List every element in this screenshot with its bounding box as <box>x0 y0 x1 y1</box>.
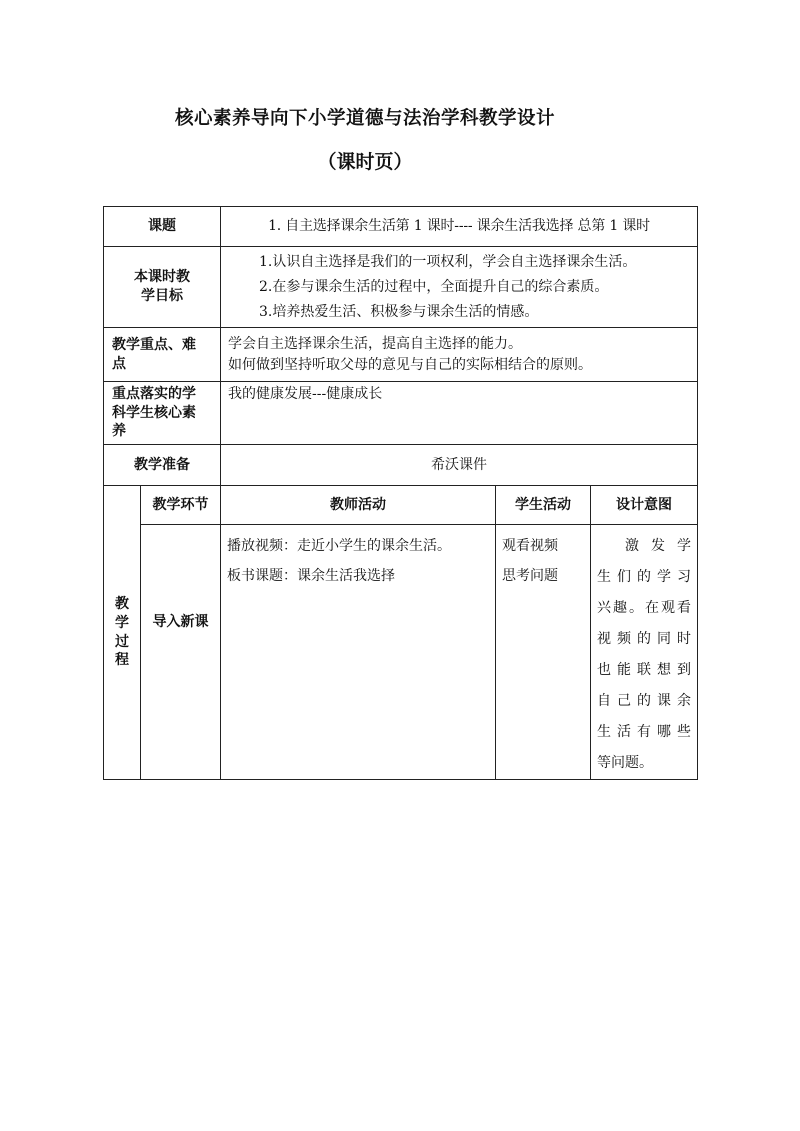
topic-label: 课题 <box>104 207 221 247</box>
goals-row <box>104 247 698 328</box>
student-activity-line: 思考问题 <box>502 568 558 584</box>
goals-label-line-1: 本课时教 <box>134 269 190 286</box>
key-points-label-line-2: 点 <box>112 355 126 372</box>
literacy-value-text: 我的健康发展---健康成长 <box>228 386 383 402</box>
literacy-value <box>221 382 698 445</box>
process-label-char: 教 <box>115 595 129 612</box>
preparation-value: 希沃课件 <box>221 445 698 486</box>
literacy-label-line-2: 科学生核心素 <box>112 404 196 421</box>
design-intent-header: 设计意图 <box>591 486 698 525</box>
key-points-row <box>104 328 698 382</box>
lesson-plan-table <box>103 206 698 780</box>
design-intent-line: 激发学 <box>625 538 692 554</box>
process-row <box>104 525 698 780</box>
goal-item: 1.认识自主选择是我们的一项权利，学会自主选择课余生活。 <box>259 253 637 270</box>
literacy-label <box>104 382 221 445</box>
goal-item: 3.培养热爱生活、积极参与课余生活的情感。 <box>259 303 539 320</box>
goal-item: 2.在参与课余生活的过程中，全面提升自己的综合素质。 <box>259 278 609 295</box>
key-points-label-line-1: 教学重点、难 <box>112 336 196 353</box>
design-intent-line: 视频的同时 <box>597 631 692 647</box>
process-label-char: 过 <box>115 633 129 650</box>
key-point-line: 学会自主选择课余生活，提高自主选择的能力。 <box>228 335 522 352</box>
design-intent-line: 生们的学习 <box>597 569 692 585</box>
goals-label <box>104 247 221 328</box>
topic-value: 1. 自主选择课余生活第 1 课时---- 课余生活我选择 总第 1 课时 <box>221 207 698 247</box>
document-subtitle: （课时页） <box>317 151 413 173</box>
teacher-activity-cell <box>221 525 496 780</box>
literacy-label-line-3: 养 <box>112 423 126 440</box>
design-intent-line: 等问题。 <box>597 755 653 771</box>
process-label-char: 程 <box>115 652 129 669</box>
process-label-char: 学 <box>115 614 129 631</box>
stage-header: 教学环节 <box>141 486 221 525</box>
student-activity-line: 观看视频 <box>502 538 558 554</box>
design-intent-line: 自己的课余 <box>597 693 692 709</box>
student-activity-header: 学生活动 <box>496 486 591 525</box>
design-intent-cell <box>591 525 698 780</box>
document-title: 核心素养导向下小学道德与法治学科教学设计 <box>174 108 555 129</box>
goals-list <box>221 247 698 328</box>
key-point-line: 如何做到坚持听取父母的意见与自己的实际相结合的原则。 <box>228 356 592 373</box>
student-activity-cell <box>496 525 591 780</box>
key-points-value <box>221 328 698 382</box>
topic-row <box>104 207 698 247</box>
stage-cell: 导入新课 <box>141 525 221 780</box>
teacher-activity-line: 播放视频：走近小学生的课余生活。 <box>227 538 451 554</box>
literacy-row <box>104 382 698 445</box>
preparation-label: 教学准备 <box>104 445 221 486</box>
design-intent-line: 生活有哪些 <box>597 724 692 740</box>
design-intent-line: 兴趣。在观看 <box>597 600 692 616</box>
key-points-label <box>104 328 221 382</box>
process-header-row <box>104 486 698 525</box>
process-label <box>104 486 141 780</box>
goals-label-line-2: 学目标 <box>141 288 183 304</box>
literacy-label-line-1: 重点落实的学 <box>112 385 196 402</box>
teacher-activity-header: 教师活动 <box>221 486 496 525</box>
teacher-activity-line: 板书课题：课余生活我选择 <box>227 568 395 584</box>
preparation-row <box>104 445 698 486</box>
design-intent-line: 也能联想到 <box>597 662 692 678</box>
